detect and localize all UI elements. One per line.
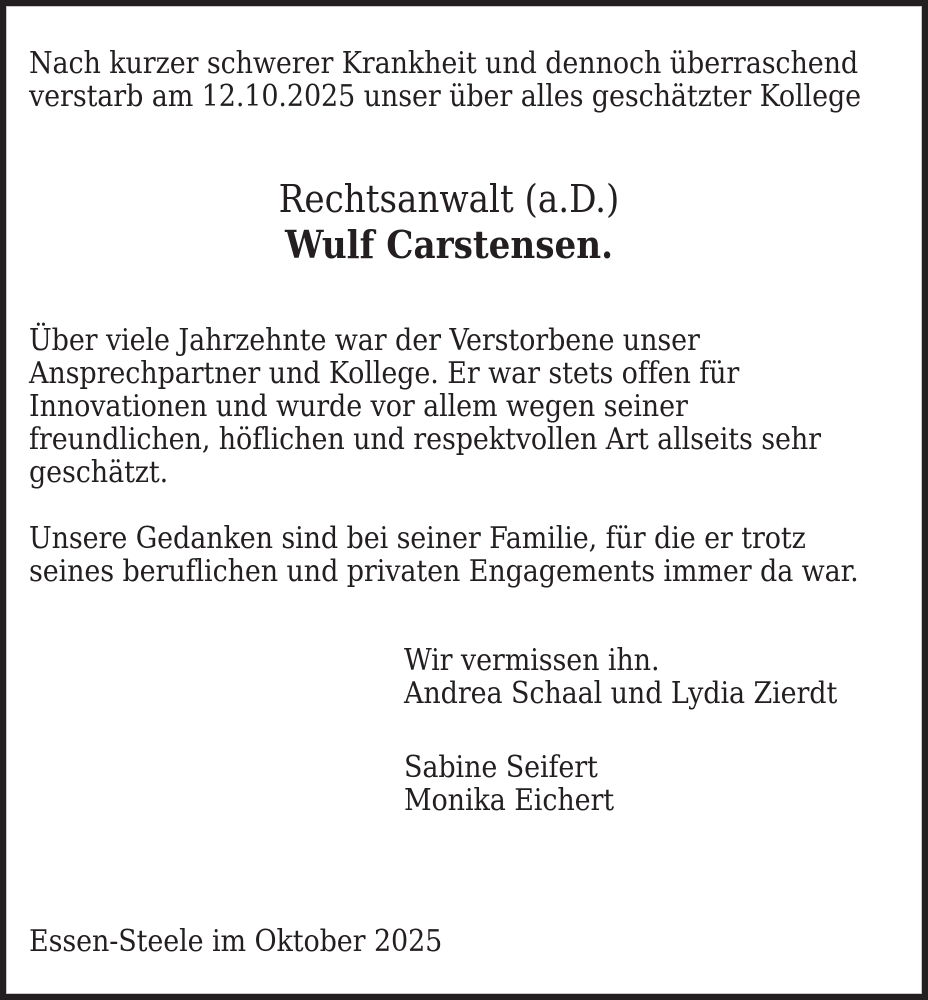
- tribute-p1-line-3: Innovationen und wurde vor allem wegen seiner: [29, 389, 688, 424]
- intro-line-1: Nach kurzer schwerer Krankheit und dennoch überraschend: [29, 46, 859, 81]
- signatory-group-1: [404, 644, 899, 710]
- intro-line-2: verstarb am 12.10.2025 unser über alles geschätzter Kollege: [29, 79, 861, 114]
- signatory-g2-line-2: Monika Eichert: [404, 783, 615, 818]
- signatory-g2-line-1: Sabine Seifert: [404, 750, 598, 785]
- deceased-name-block: [29, 177, 899, 267]
- place-and-date: Essen-Steele im Oktober 2025: [29, 924, 443, 959]
- tribute-paragraph-2: [29, 522, 899, 588]
- tribute-p1-line-5: geschätzt.: [29, 455, 169, 490]
- tribute-p1-line-4: freundlichen, höflichen und respektvollen Art allseits sehr: [29, 422, 821, 457]
- signatory-g1-line-2: Andrea Schaal und Lydia Zierdt: [404, 676, 838, 711]
- tribute-p1-line-1: Über viele Jahrzehnte war der Verstorbene unser: [29, 323, 700, 358]
- tribute-p2-line-1: Unsere Gedanken sind bei seiner Familie, für die er trotz: [29, 521, 806, 556]
- death-notice-card: [7, 7, 921, 993]
- signatories-block: [404, 644, 899, 817]
- tribute-p2-line-2: seines beruflichen und privaten Engagements immer da war.: [29, 554, 859, 589]
- signatory-g1-line-1: Wir vermissen ihn.: [404, 643, 660, 678]
- intro-paragraph: [29, 47, 899, 113]
- tribute-paragraph-1: [29, 324, 899, 489]
- deceased-name: Wulf Carstensen.: [284, 222, 614, 267]
- signatory-group-2: [404, 751, 899, 817]
- tribute-text: [29, 324, 899, 588]
- deceased-role: Rechtsanwalt (a.D.): [278, 177, 620, 221]
- tribute-p1-line-2: Ansprechpartner und Kollege. Er war stets offen für: [29, 356, 740, 391]
